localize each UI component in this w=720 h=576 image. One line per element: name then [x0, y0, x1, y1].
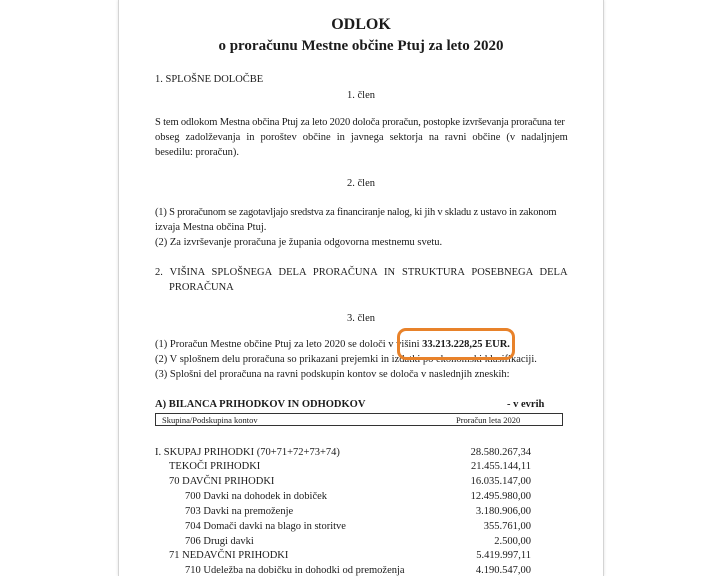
table-row	[155, 534, 563, 549]
row-value: 28.580.267,34	[470, 447, 531, 458]
article1-line1-text: S tem odlokom Mestna občina Ptuj za leto 2020 določa proračun, postopke izvrševanja proračuna ter	[155, 117, 565, 128]
table-title: A) BILANCA PRIHODKOV IN ODHODKOV	[155, 399, 366, 410]
article1-line1	[155, 115, 565, 130]
row-value: 21.455.144,11	[471, 461, 531, 472]
article2-line3: (2) Za izvrševanje proračuna je župania odgovorna mestnemu svetu.	[155, 237, 443, 248]
row-value: 355.761,00	[483, 521, 531, 532]
row-label: 710 Udeležba na dobičku in dohodki od premoženja	[185, 565, 405, 576]
highlight-annotation	[397, 328, 515, 360]
row-label: 700 Davki na dohodek in dobiček	[185, 491, 328, 502]
row-value: 3.180.906,00	[475, 506, 531, 517]
row-label: I. SKUPAJ PRIHODKI (70+71+72+73+74)	[155, 447, 340, 458]
article-heading: 2. člen	[347, 178, 375, 189]
document-subtitle: o proračunu Mestne občine Ptuj za leto 2020	[218, 38, 504, 54]
document-title: ODLOK	[331, 16, 391, 33]
section-heading: 2. VIŠINA SPLOŠNEGA DELA PRORAČUNA IN STRUKTURA POSEBNEGA DELA	[155, 267, 568, 278]
article3-line2: (2) V splošnem delu proračuna so prikazani prejemki in izdatki po ekonomski klasifikaciji.	[155, 354, 537, 365]
table-row	[155, 563, 563, 576]
article2-line2: izvaja Mestna občina Ptuj.	[155, 222, 267, 233]
row-value: 12.495.980,00	[470, 491, 531, 502]
table-row	[155, 474, 563, 489]
table-header	[155, 413, 563, 426]
document-page	[118, 0, 604, 576]
row-value: 4.190.547,00	[475, 565, 531, 576]
section-heading-cont: PRORAČUNA	[169, 282, 234, 293]
table-row	[155, 519, 563, 534]
article-heading: 1. člen	[347, 90, 375, 101]
section-heading: 1. SPLOŠNE DOLOČBE	[155, 74, 264, 85]
column-header-groups: Skupina/Podskupina kontov	[162, 415, 258, 425]
row-value: 2.500,00	[494, 536, 531, 547]
table-unit: - v evrih	[507, 399, 545, 410]
row-label: 703 Davki na premoženje	[185, 506, 294, 517]
budget-amount: 33.213.228,25 EUR.	[422, 339, 510, 350]
row-value: 5.419.997,11	[476, 550, 531, 561]
table-row	[155, 504, 563, 519]
article-heading: 3. člen	[347, 313, 375, 324]
row-value: 16.035.147,00	[470, 476, 531, 487]
row-label: 70 DAVČNI PRIHODKI	[169, 476, 275, 487]
table-row	[155, 489, 563, 504]
article1-line2: obseg zadolževanja in poroštev občine in javnega sektorja na ravni občine (v nadaljnjem	[155, 132, 568, 143]
table-row	[155, 445, 563, 460]
table-row	[155, 459, 563, 474]
row-label: 71 NEDAVČNI PRIHODKI	[169, 550, 289, 561]
table-row	[155, 548, 563, 563]
row-label: TEKOČI PRIHODKI	[169, 461, 261, 472]
article1-line3: besedilu: proračun).	[155, 147, 239, 158]
row-label: 706 Drugi davki	[185, 536, 254, 547]
article3-line1-text: (1) Proračun Mestne občine Ptuj za leto 2020 se določi v višini	[155, 339, 420, 350]
article2-line1: (1) S proračunom se zagotavljajo sredstva za financiranje nalog, ki jih v skladu z ustavo in zakonom	[155, 207, 557, 218]
row-label: 704 Domači davki na blago in storitve	[185, 521, 346, 532]
article3-line3: (3) Splošni del proračuna na ravni podskupin kontov se določa v naslednjih zneskih:	[155, 369, 510, 380]
column-header-budget: Proračun leta 2020	[456, 415, 521, 425]
